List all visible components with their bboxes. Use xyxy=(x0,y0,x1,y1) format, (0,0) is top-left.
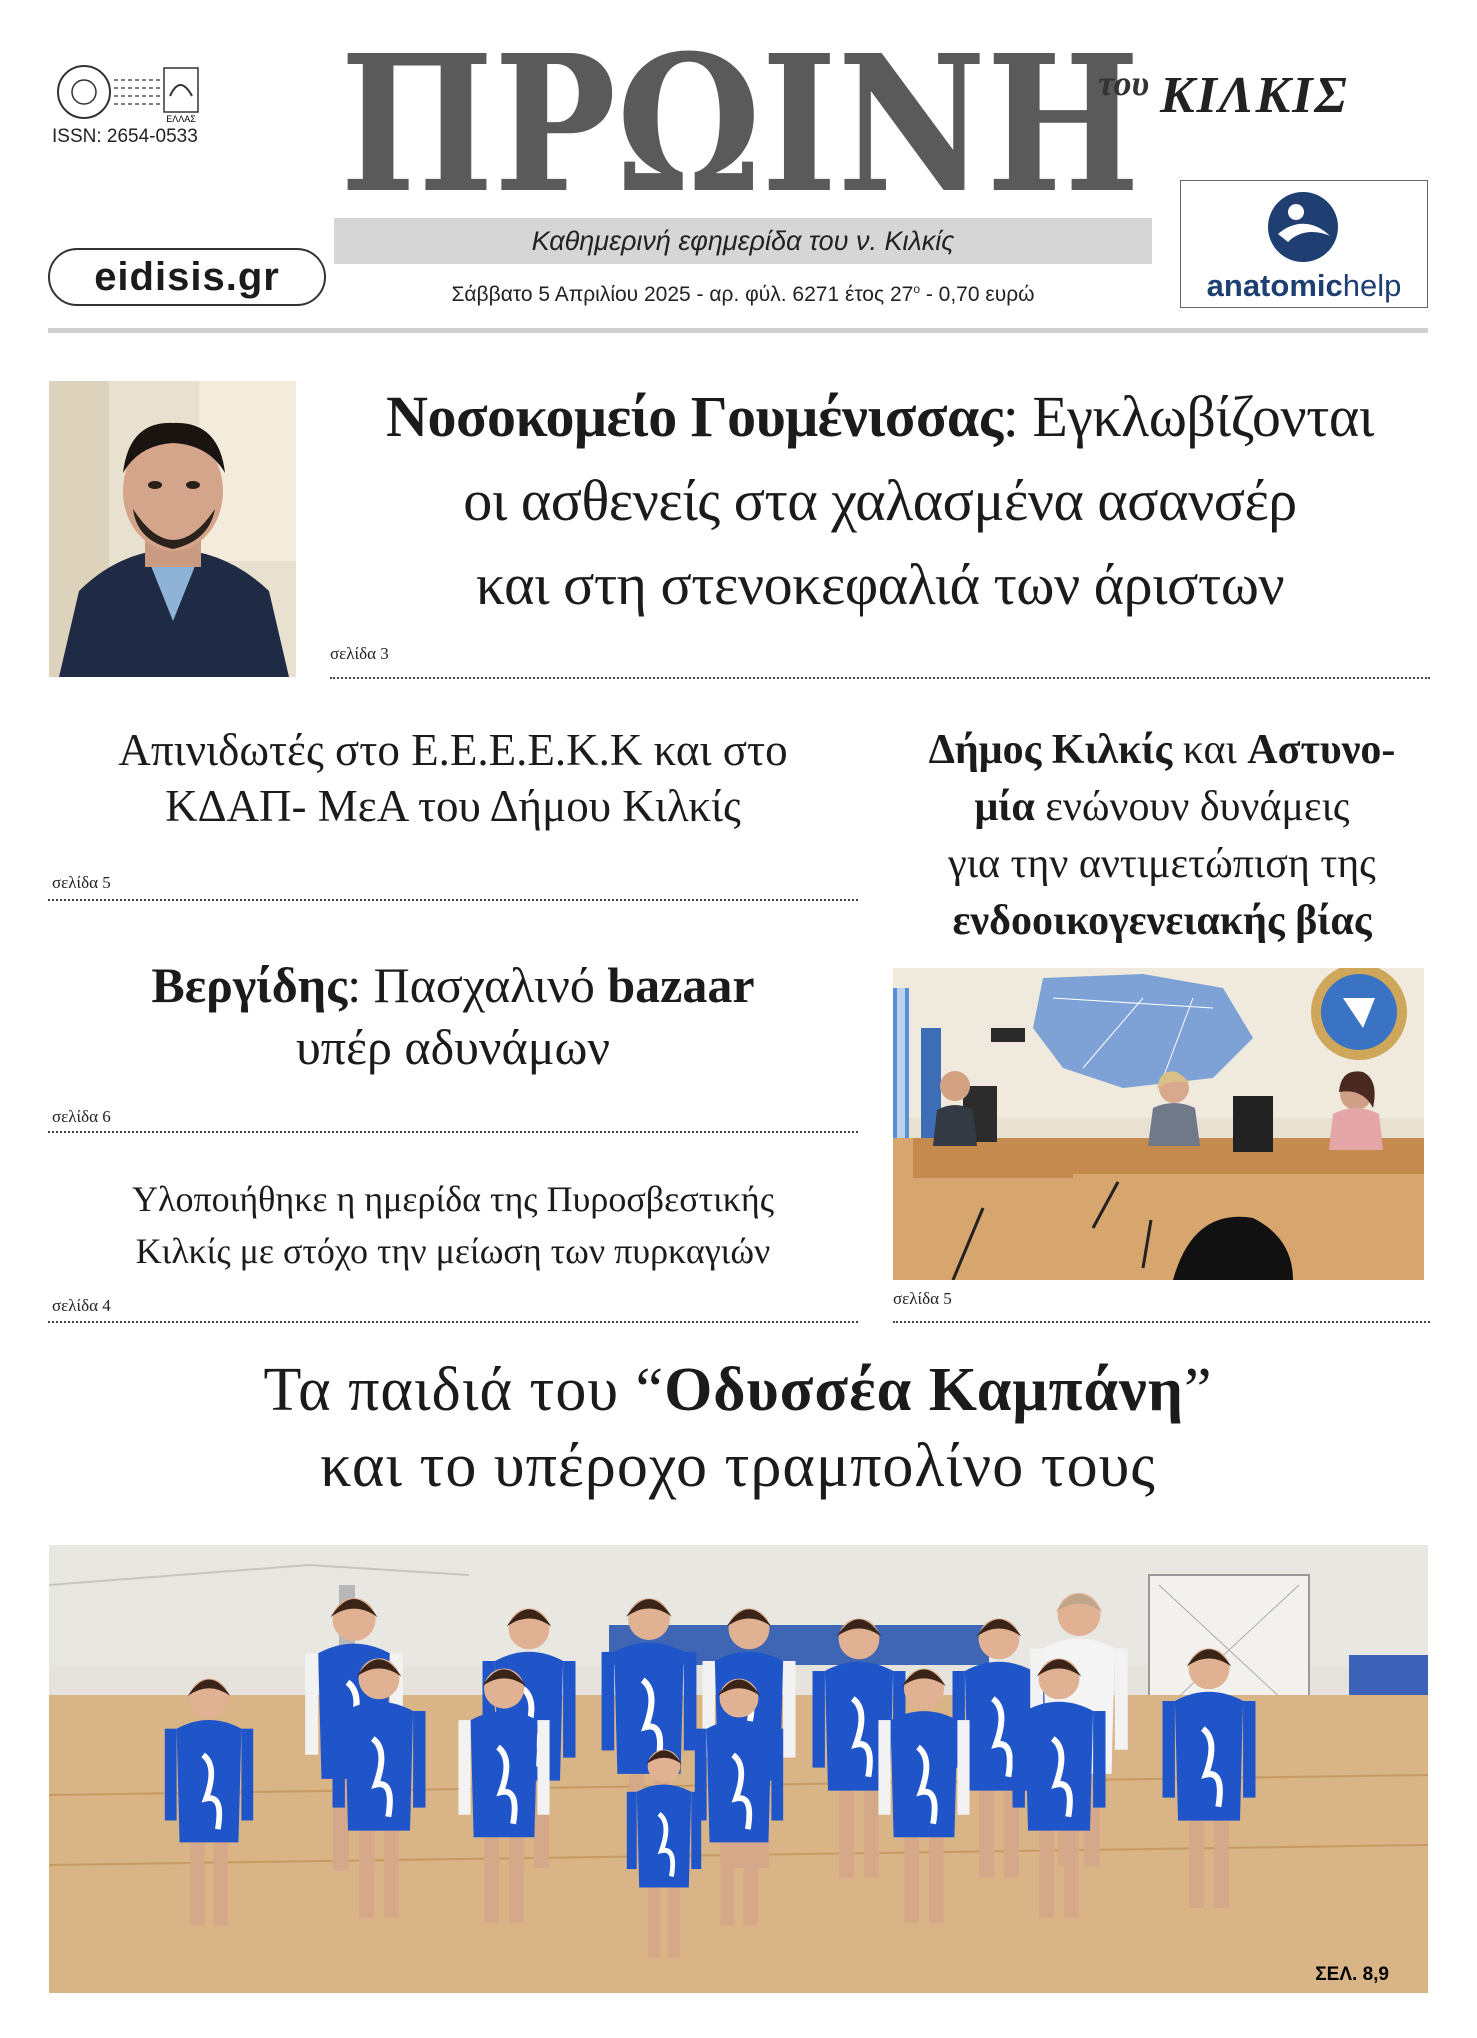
trampoline-line2: και το υπέροχο τραμπολίνο τους xyxy=(320,1432,1156,1500)
title-suffix: ΚΙΛΚΙΣ xyxy=(1160,67,1349,124)
vergidis-line2: υπέρ αδυνάμων xyxy=(295,1019,611,1075)
police-line4 xyxy=(892,893,1432,950)
vergidis-bold1: Βεργίδης xyxy=(151,957,348,1013)
fire-divider xyxy=(48,1321,858,1323)
title-suffix-small: του xyxy=(1098,63,1150,103)
police-line1 xyxy=(892,722,1432,779)
fire-page-ref: σελίδα 4 xyxy=(52,1296,111,1315)
police-text1: και xyxy=(1172,727,1248,773)
main-headline-line3: και στη στενοκεφαλιά των άριστων xyxy=(475,552,1285,617)
main-headline-bold: Νοσοκομείο Γουμένισσας xyxy=(386,384,1003,449)
dateline-sup: ο xyxy=(913,282,920,296)
police-bold3: μία xyxy=(974,784,1035,830)
vergidis-page-ref: σελίδα 6 xyxy=(52,1107,111,1126)
police-line3: για την αντιμετώπιση της xyxy=(948,841,1376,887)
vergidis-mid: : Πασχαλινό xyxy=(347,957,608,1013)
defib-headline[interactable] xyxy=(48,722,858,834)
trampoline-line1 xyxy=(48,1352,1428,1428)
fire-headline[interactable] xyxy=(48,1173,858,1277)
dateline-end: - 0,70 ευρώ xyxy=(920,283,1035,306)
hospital-official-photo xyxy=(49,381,296,677)
defib-line1: Απινιδωτές στο Ε.Ε.Ε.Ε.Κ.Κ και στο xyxy=(118,725,788,775)
site-link[interactable]: eidisis.gr xyxy=(48,248,326,306)
trampoline-pre: Τα παιδιά του “ xyxy=(263,1356,665,1424)
defib-page-ref: σελίδα 5 xyxy=(52,873,111,892)
masthead-divider xyxy=(48,328,1428,333)
ad-brand-light: help xyxy=(1342,268,1402,303)
main-headline-line2: οι ασθενείς στα χαλασμένα ασανσέρ xyxy=(463,468,1297,533)
main-headline[interactable] xyxy=(330,375,1430,627)
fire-line2: Κιλκίς με στόχο την μείωση των πυρκαγιών xyxy=(135,1231,771,1271)
defib-divider xyxy=(48,899,858,901)
trampoline-headline[interactable] xyxy=(48,1352,1428,1504)
police-page-ref: σελίδα 5 xyxy=(893,1289,952,1308)
trampoline-team-photo xyxy=(49,1545,1428,1993)
meeting-photo xyxy=(893,968,1424,1280)
police-text2: ενώνουν δυνάμεις xyxy=(1034,784,1350,830)
police-bold1: Δήμος Κιλκίς xyxy=(928,727,1173,773)
main-divider xyxy=(330,677,1430,679)
vergidis-headline[interactable] xyxy=(48,954,858,1078)
police-line2 xyxy=(892,779,1432,836)
defib-line2: ΚΔΑΠ- ΜεΑ του Δήμου Κιλκίς xyxy=(165,781,741,831)
dateline xyxy=(334,282,1152,307)
title-text: ΠΡΩΙΝΗ xyxy=(340,42,1140,202)
post-stamp-icon xyxy=(52,60,202,124)
main-headline-line1 xyxy=(330,375,1430,459)
ad-brand xyxy=(1180,268,1428,304)
police-divider xyxy=(893,1321,1430,1323)
police-headline[interactable] xyxy=(892,722,1432,950)
vergidis-bold2: bazaar xyxy=(607,957,755,1013)
trampoline-bold: Οδυσσέα Καμπάνη xyxy=(664,1356,1184,1424)
trampoline-page-ref: ΣΕΛ. 8,9 xyxy=(1315,1964,1389,1985)
newspaper-title xyxy=(330,42,1150,202)
issn: ISSN: 2654-0533 xyxy=(52,126,198,147)
vergidis-divider xyxy=(48,1131,858,1133)
anatomic-help-logo-icon xyxy=(1266,190,1340,264)
police-bold2: Αστυνο- xyxy=(1247,727,1396,773)
ad-brand-bold: anatomic xyxy=(1206,268,1343,303)
main-headline-rest: : Εγκλωβίζονται xyxy=(1002,384,1374,449)
stamp-text: ΕΛΛΑΣ xyxy=(166,114,196,124)
main-page-ref: σελίδα 3 xyxy=(330,644,389,663)
fire-line1: Υλοποιήθηκε η ημερίδα της Πυροσβεστικής xyxy=(132,1179,774,1219)
tagline: Καθημερινή εφημερίδα του ν. Κιλκίς xyxy=(334,218,1152,264)
police-bold4: ενδοοικογενειακής βίας xyxy=(952,898,1372,944)
trampoline-post: ” xyxy=(1183,1356,1213,1424)
dateline-main: Σάββατο 5 Απριλίου 2025 - αρ. φύλ. 6271 έτος 27 xyxy=(451,283,914,306)
vergidis-line1 xyxy=(48,954,858,1016)
